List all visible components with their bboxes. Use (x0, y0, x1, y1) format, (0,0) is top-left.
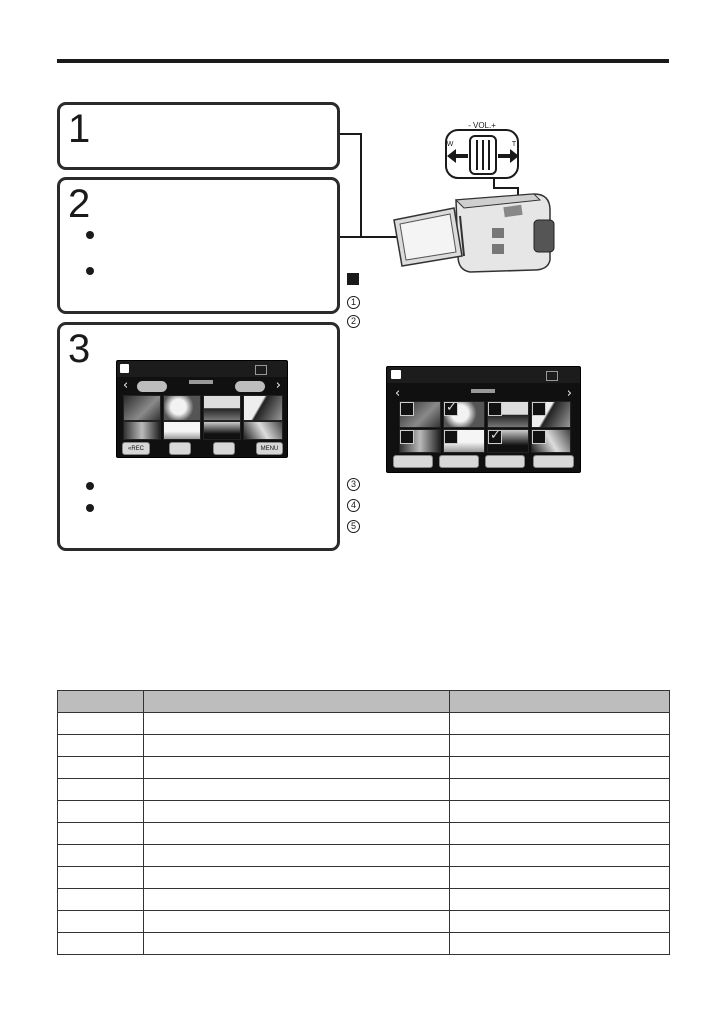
table-cell (144, 911, 450, 933)
substep-marker: 1 (347, 296, 360, 309)
step-number: 3 (68, 327, 91, 371)
step-1-box (57, 102, 340, 170)
table-cell (144, 889, 450, 911)
table-cell (144, 823, 450, 845)
substep-marker: 5 (347, 520, 360, 533)
header-rule (57, 59, 669, 63)
date-marker (189, 380, 213, 384)
table-row (58, 867, 670, 889)
thumbnail[interactable] (163, 395, 201, 421)
select-checkbox[interactable] (532, 402, 546, 416)
step-3-box (57, 322, 340, 551)
table-cell (58, 713, 144, 735)
playback-mode-button[interactable] (213, 442, 235, 455)
date-marker (471, 389, 495, 393)
next-page-icon[interactable]: › (275, 378, 281, 393)
table-row (58, 845, 670, 867)
table-cell (58, 801, 144, 823)
table-cell (450, 735, 670, 757)
table-cell (450, 713, 670, 735)
thumbnail[interactable] (243, 421, 283, 440)
vol-label: - VOL.+ (468, 121, 496, 130)
thumbnail[interactable] (203, 395, 241, 421)
table-cell (450, 845, 670, 867)
substep-marker: 4 (347, 499, 360, 512)
select-checkbox[interactable] (532, 430, 546, 444)
connector-line (340, 133, 361, 135)
table-row (58, 779, 670, 801)
table-cell (144, 713, 450, 735)
storage-icon (546, 371, 558, 381)
table-cell (144, 801, 450, 823)
table-cell (450, 757, 670, 779)
select-checkbox[interactable] (444, 430, 458, 444)
table-cell (58, 867, 144, 889)
table-cell (450, 779, 670, 801)
screen-button[interactable] (439, 455, 479, 468)
section-marker-icon (347, 273, 359, 285)
table-cell (144, 735, 450, 757)
select-checkbox[interactable] (400, 402, 414, 416)
bullet-icon (86, 504, 94, 512)
bullet-icon (86, 231, 94, 239)
table-row (58, 911, 670, 933)
video-mode-icon (120, 364, 129, 373)
selection-screen (386, 366, 581, 473)
thumbnail[interactable] (243, 395, 283, 421)
connector-line (360, 133, 362, 237)
checkmark-icon: ✓ (446, 400, 457, 415)
prev-page-icon[interactable]: ‹ (395, 386, 401, 401)
table-cell (58, 779, 144, 801)
wide-label: W (446, 141, 454, 148)
camcorder-illustration (384, 116, 570, 276)
substep-marker: 3 (347, 478, 360, 491)
bullet-icon (86, 482, 94, 490)
step-number: 2 (68, 182, 91, 226)
checkmark-icon: ✓ (490, 428, 501, 443)
thumbnail[interactable] (123, 395, 161, 421)
table-row (58, 801, 670, 823)
tele-label: T (511, 141, 517, 148)
table-header-cell (58, 691, 144, 713)
table-cell (450, 911, 670, 933)
table-row (58, 889, 670, 911)
table-cell (58, 757, 144, 779)
storage-icon (255, 365, 267, 375)
table-cell (144, 933, 450, 955)
table-row (58, 933, 670, 955)
select-checkbox[interactable] (488, 430, 502, 444)
step-number: 1 (68, 107, 91, 151)
table-row (58, 713, 670, 735)
next-page-icon[interactable]: › (566, 386, 572, 401)
table-row (58, 757, 670, 779)
table-cell (144, 867, 450, 889)
screen-button[interactable] (393, 455, 433, 468)
table-cell (58, 823, 144, 845)
thumbnail[interactable] (203, 421, 241, 440)
table-cell (450, 823, 670, 845)
index-screen (116, 360, 288, 458)
table-cell (58, 889, 144, 911)
bullet-icon (86, 267, 94, 275)
table-row (58, 823, 670, 845)
date-pill (235, 381, 265, 392)
select-checkbox[interactable] (444, 402, 458, 416)
function-table (57, 690, 670, 955)
table-cell (144, 779, 450, 801)
table-cell (58, 845, 144, 867)
menu-button[interactable]: MENU (256, 442, 283, 455)
prev-page-icon[interactable]: ‹ (123, 378, 129, 393)
screen-button[interactable] (533, 455, 574, 468)
table-header-cell (450, 691, 670, 713)
delete-button[interactable] (169, 442, 191, 455)
screen-button[interactable] (485, 455, 525, 468)
table-cell (450, 867, 670, 889)
table-header-cell (144, 691, 450, 713)
table-cell (144, 845, 450, 867)
table-cell (58, 933, 144, 955)
select-checkbox[interactable] (400, 430, 414, 444)
select-checkbox[interactable] (488, 402, 502, 416)
table-header-row (58, 691, 670, 713)
table-cell (144, 757, 450, 779)
table-cell (450, 933, 670, 955)
table-row (58, 735, 670, 757)
thumbnail[interactable] (163, 421, 201, 440)
table-cell (58, 735, 144, 757)
date-pill (137, 381, 167, 392)
rec-button[interactable]: «REC (122, 442, 150, 455)
video-mode-icon (391, 370, 401, 379)
table-cell (450, 889, 670, 911)
substep-marker: 2 (347, 315, 360, 328)
table-cell (58, 911, 144, 933)
thumbnail[interactable] (123, 421, 161, 440)
table-cell (450, 801, 670, 823)
step-2-box (57, 177, 340, 314)
camcorder-body (394, 194, 554, 272)
